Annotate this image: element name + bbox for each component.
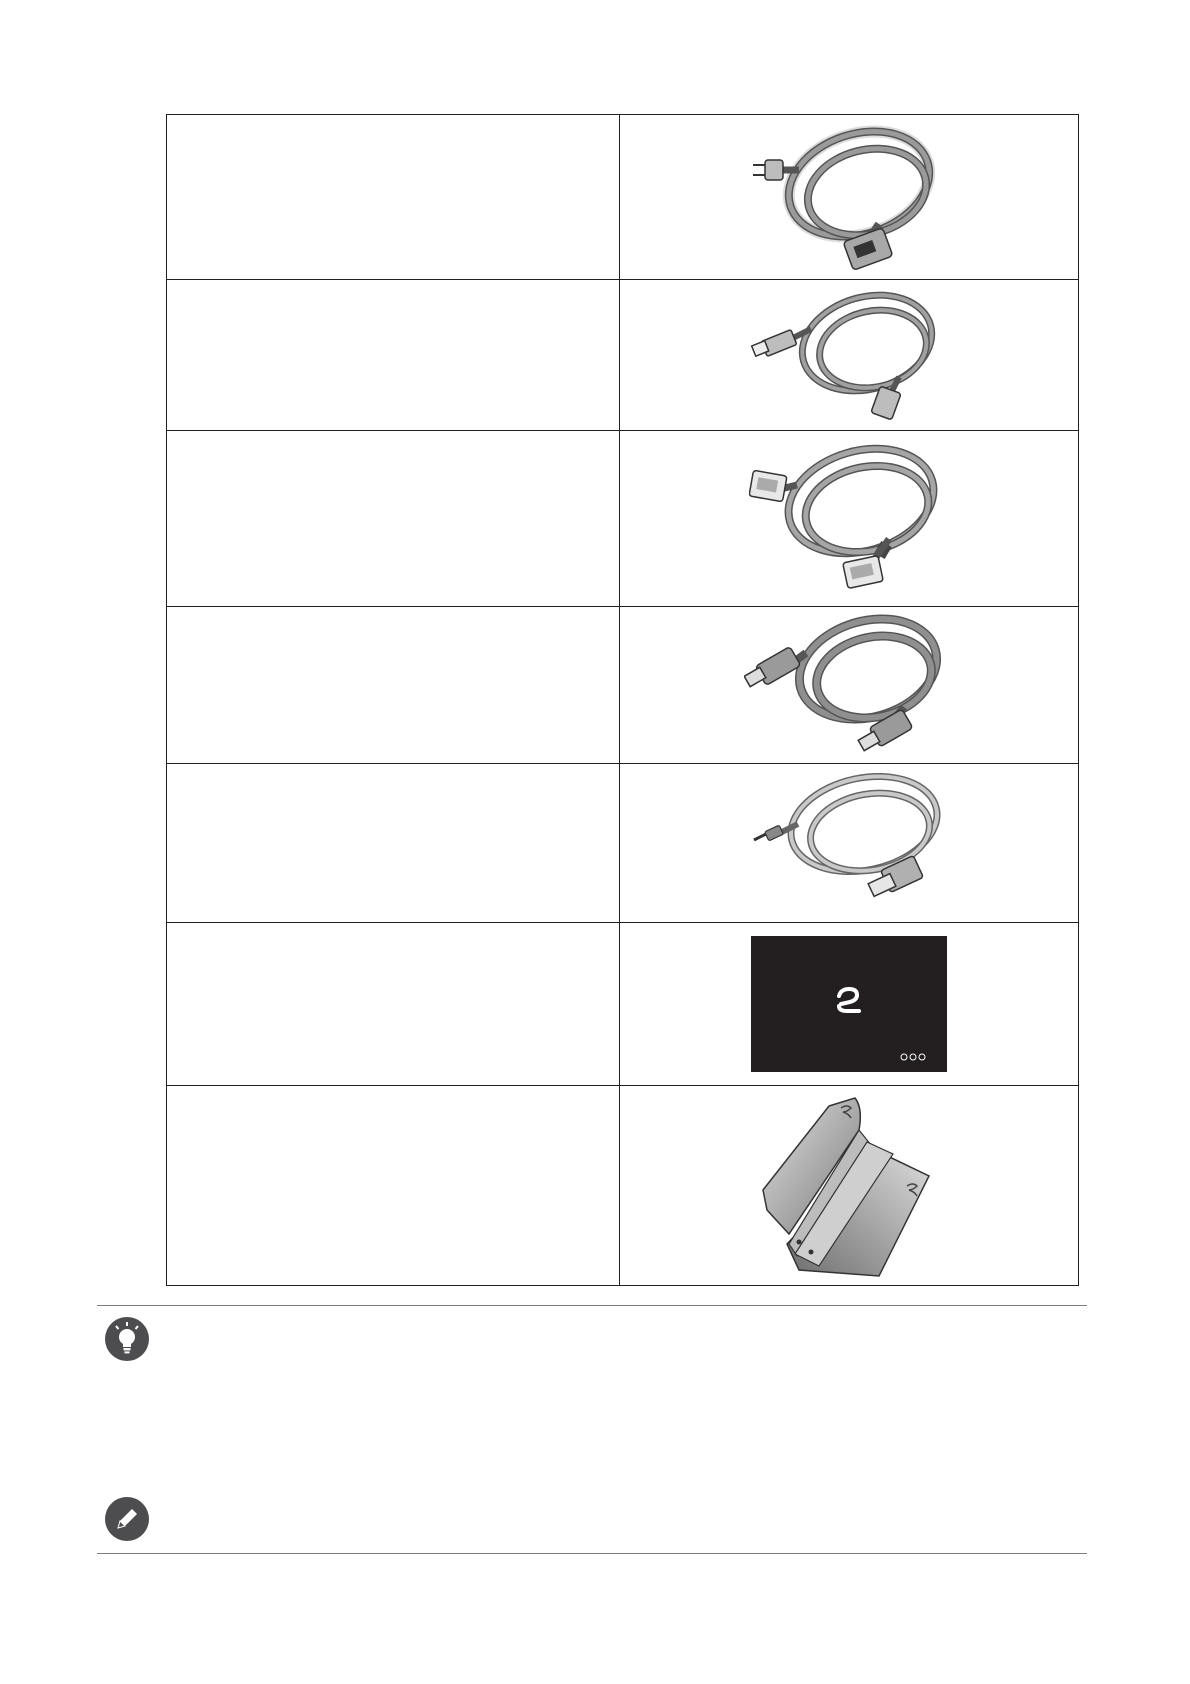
protective-cover-icon [751, 936, 947, 1072]
accessory-description [167, 764, 620, 923]
displayport-cable-icon [744, 768, 954, 918]
accessory-illustration-cell [620, 923, 1079, 1086]
accessory-illustration-cell [620, 1086, 1079, 1286]
accessory-description [167, 115, 620, 280]
shading-hood-icon [759, 1094, 939, 1278]
accessory-illustration-cell [620, 115, 1079, 280]
accessory-description [167, 607, 620, 764]
table-row [167, 115, 1079, 280]
accessory-illustration-cell [620, 431, 1079, 607]
table-row [167, 764, 1079, 923]
dvi-cable-icon [749, 439, 949, 599]
accessory-illustration-cell [620, 280, 1079, 431]
accessory-description [167, 431, 620, 607]
note-section-bottom-rule [97, 1553, 1087, 1554]
accessory-illustration-cell [620, 607, 1079, 764]
pencil-icon [104, 1496, 150, 1542]
lightbulb-icon [104, 1316, 150, 1362]
usb-cable-icon [749, 285, 949, 425]
accessories-table [166, 114, 1079, 1286]
table-row [167, 1086, 1079, 1286]
table-row [167, 431, 1079, 607]
table-row [167, 923, 1079, 1086]
hdmi-cable-icon [744, 611, 954, 759]
power-cord-icon [749, 122, 949, 272]
table-row [167, 280, 1079, 431]
accessory-description [167, 923, 620, 1086]
accessory-description [167, 280, 620, 431]
accessory-description [167, 1086, 620, 1286]
note-section-top-rule [97, 1305, 1087, 1306]
table-row [167, 607, 1079, 764]
accessory-illustration-cell [620, 764, 1079, 923]
